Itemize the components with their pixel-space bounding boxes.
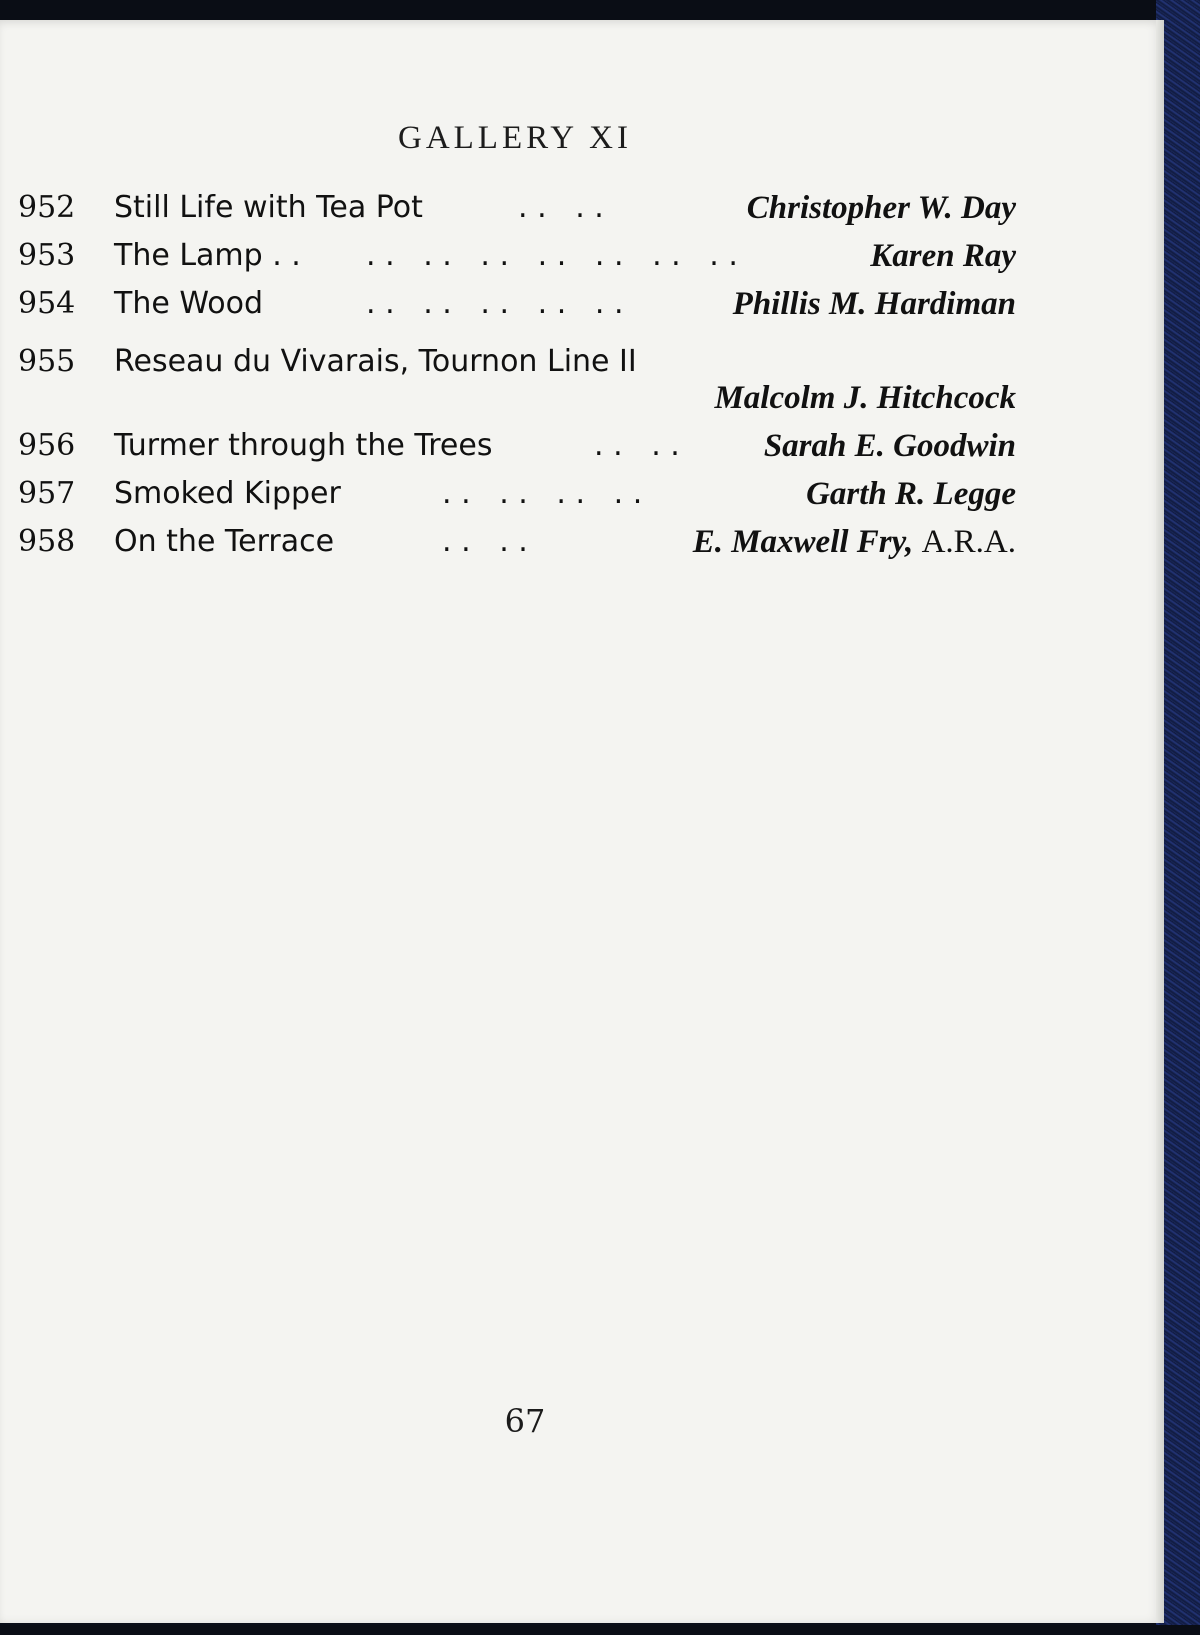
- top-edge: [0, 0, 1200, 22]
- gallery-heading: GALLERY XI: [397, 120, 632, 156]
- entry-title: The Lamp . .: [114, 238, 301, 273]
- entry-artist: Phillis M. Hardiman: [732, 286, 1016, 322]
- dot-leader: . . . .: [518, 190, 604, 225]
- entry-title: Reseau du Vivarais, Tournon Line II: [114, 344, 637, 379]
- catalogue-entry: [0, 190, 1030, 238]
- entry-title: On the Terrace: [114, 524, 335, 559]
- bottom-edge: [0, 1625, 1200, 1635]
- entry-artist: Malcolm J. Hitchcock: [714, 380, 1016, 416]
- catalogue-entry: [0, 524, 1030, 572]
- catalogue-entry: [0, 238, 1030, 286]
- entry-title: Smoked Kipper: [114, 476, 341, 511]
- entry-title: Still Life with Tea Pot: [114, 190, 423, 225]
- entry-number: 955: [18, 344, 76, 379]
- entry-artist: Christopher W. Day: [746, 190, 1016, 226]
- entry-title: Turmer through the Trees: [114, 428, 493, 463]
- catalogue-entry: [0, 286, 1030, 334]
- entry-number: 958: [18, 524, 76, 559]
- entry-title: The Wood: [114, 286, 263, 321]
- dot-leader: . . . . . . . . . .: [366, 286, 624, 321]
- entry-artist: [693, 524, 1016, 561]
- page-number: 67: [504, 1402, 546, 1440]
- entry-number: 957: [18, 476, 76, 511]
- artist-suffix: A.R.A.: [921, 524, 1016, 560]
- dot-leader: . . . .: [594, 428, 680, 463]
- entry-artist: Sarah E. Goodwin: [763, 428, 1016, 464]
- entry-artist: Garth R. Legge: [806, 476, 1016, 512]
- entry-artist: Karen Ray: [870, 238, 1016, 274]
- entry-number: 952: [18, 190, 76, 225]
- entry-number: 956: [18, 428, 76, 463]
- catalogue-entry: [0, 428, 1030, 476]
- dot-leader: . . . .: [442, 524, 528, 559]
- artist-name: E. Maxwell Fry,: [692, 524, 914, 560]
- dot-leader: . . . . . . . . . . . . . .: [366, 238, 738, 273]
- catalogue-entry-continuation: [0, 380, 1030, 428]
- entry-number: 953: [18, 238, 76, 273]
- catalogue-entry: [0, 476, 1030, 524]
- page-edge: [1156, 20, 1164, 1623]
- entry-number: 954: [18, 286, 76, 321]
- dot-leader: . . . . . . . .: [442, 476, 643, 511]
